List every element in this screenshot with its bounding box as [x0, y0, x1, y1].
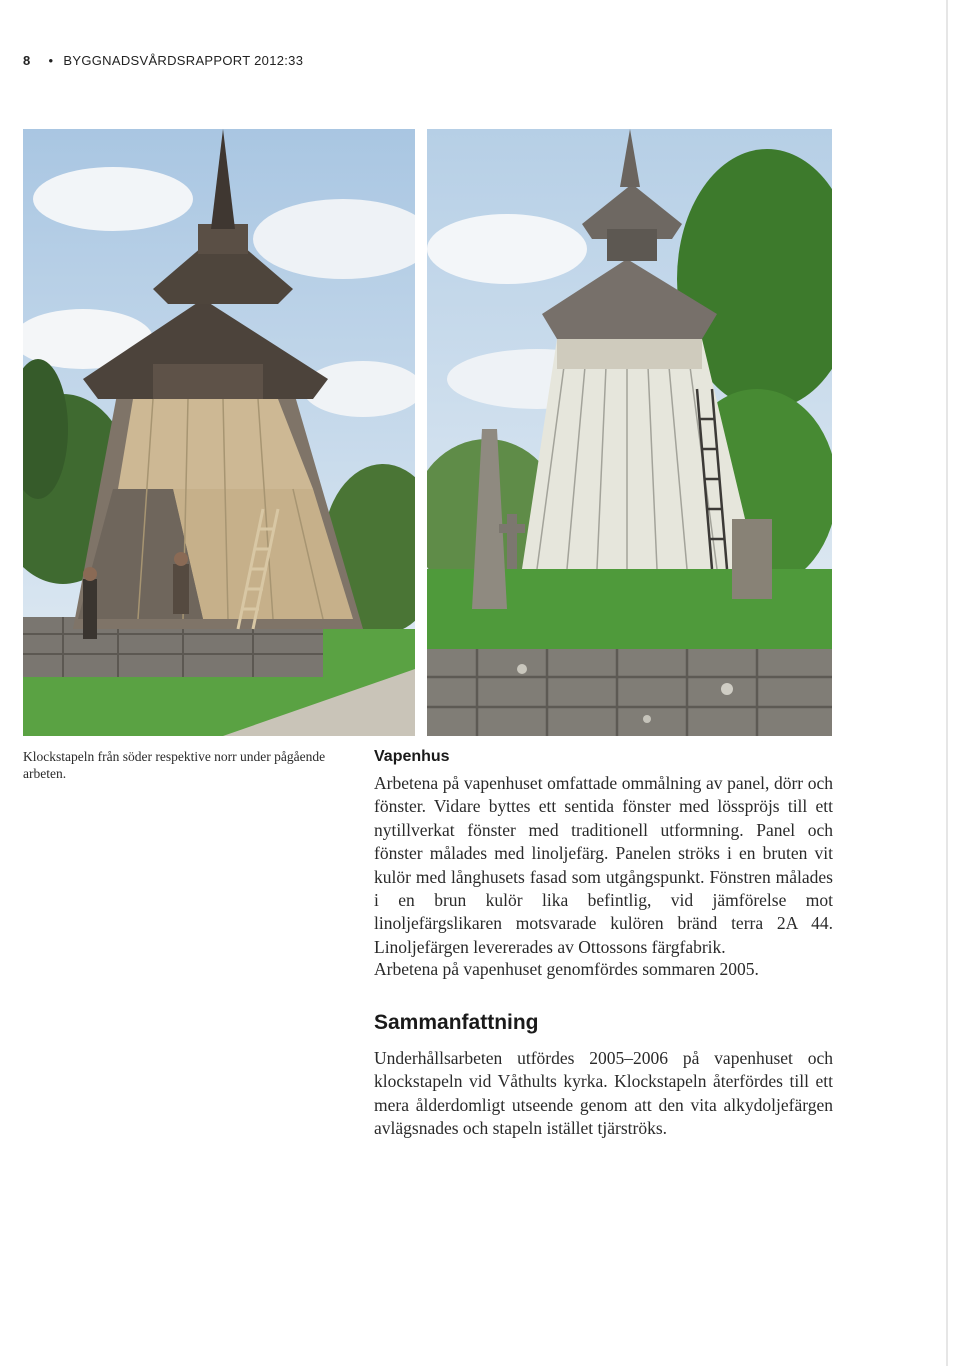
- worker-head: [174, 552, 188, 566]
- vapenhus-closing-line: Arbetena på vapenhuset genomfördes sommaren 2005.: [374, 959, 759, 979]
- lichen: [643, 715, 651, 723]
- page-edge-shadow: [946, 0, 948, 1366]
- report-series: BYGGNADSVÅRDSRAPPORT 2012:33: [63, 53, 304, 68]
- section-heading-sammanfattning: Sammanfattning: [374, 1011, 539, 1034]
- worker: [83, 579, 97, 639]
- figure-caption: Klockstapeln från söder respektive norr under pågående arbeten.: [23, 749, 326, 781]
- bullet-separator: •: [48, 53, 54, 68]
- vapenhus-paragraph: Arbetena på vapenhuset omfattade ommålning av panel, dörr och fönster. Vidare byttes ett sentida fönster med lösspröjs till ett nytillverkat fönster med traditionell utformning. Panel och fönster målades med linoljefärg. Panelen ströks i en bruten vit kulör med långhusets fasad som utgångspunkt. Fönstren målades i en brun kulör lika befintlig, vid jämförelse mot linoljefärgslikaren motsvarade kulören bränd terra 2A 44. Linoljefärgen levererades av Ottossons färgfabrik.: [374, 773, 833, 957]
- gravestone: [732, 519, 772, 599]
- cloud: [33, 167, 193, 231]
- grave-cross: [499, 524, 525, 533]
- photo-bell-tower-south: [23, 129, 415, 736]
- summary-paragraph: Underhållsarbeten utfördes 2005–2006 på vapenhuset och klockstapeln vid Våthults kyrka. Klockstapeln återfördes till ett mera ålderdomligt utseende genom att den vita alkydoljefärgen avlägsnades och stapeln istället tjärströks.: [374, 1048, 833, 1139]
- worker: [173, 564, 189, 614]
- grave-cross: [507, 514, 517, 569]
- lichen: [721, 683, 733, 695]
- section-heading-vapenhus: Vapenhus: [374, 748, 450, 765]
- running-head: [23, 53, 303, 71]
- belfry: [557, 339, 702, 369]
- worker-head: [83, 567, 97, 581]
- lantern: [607, 229, 657, 261]
- photo-bell-tower-north: [427, 129, 832, 736]
- stone-wall: [427, 649, 832, 736]
- belfry: [153, 364, 263, 399]
- cloud: [427, 214, 587, 284]
- page-number: 8: [23, 53, 31, 68]
- lichen: [517, 664, 527, 674]
